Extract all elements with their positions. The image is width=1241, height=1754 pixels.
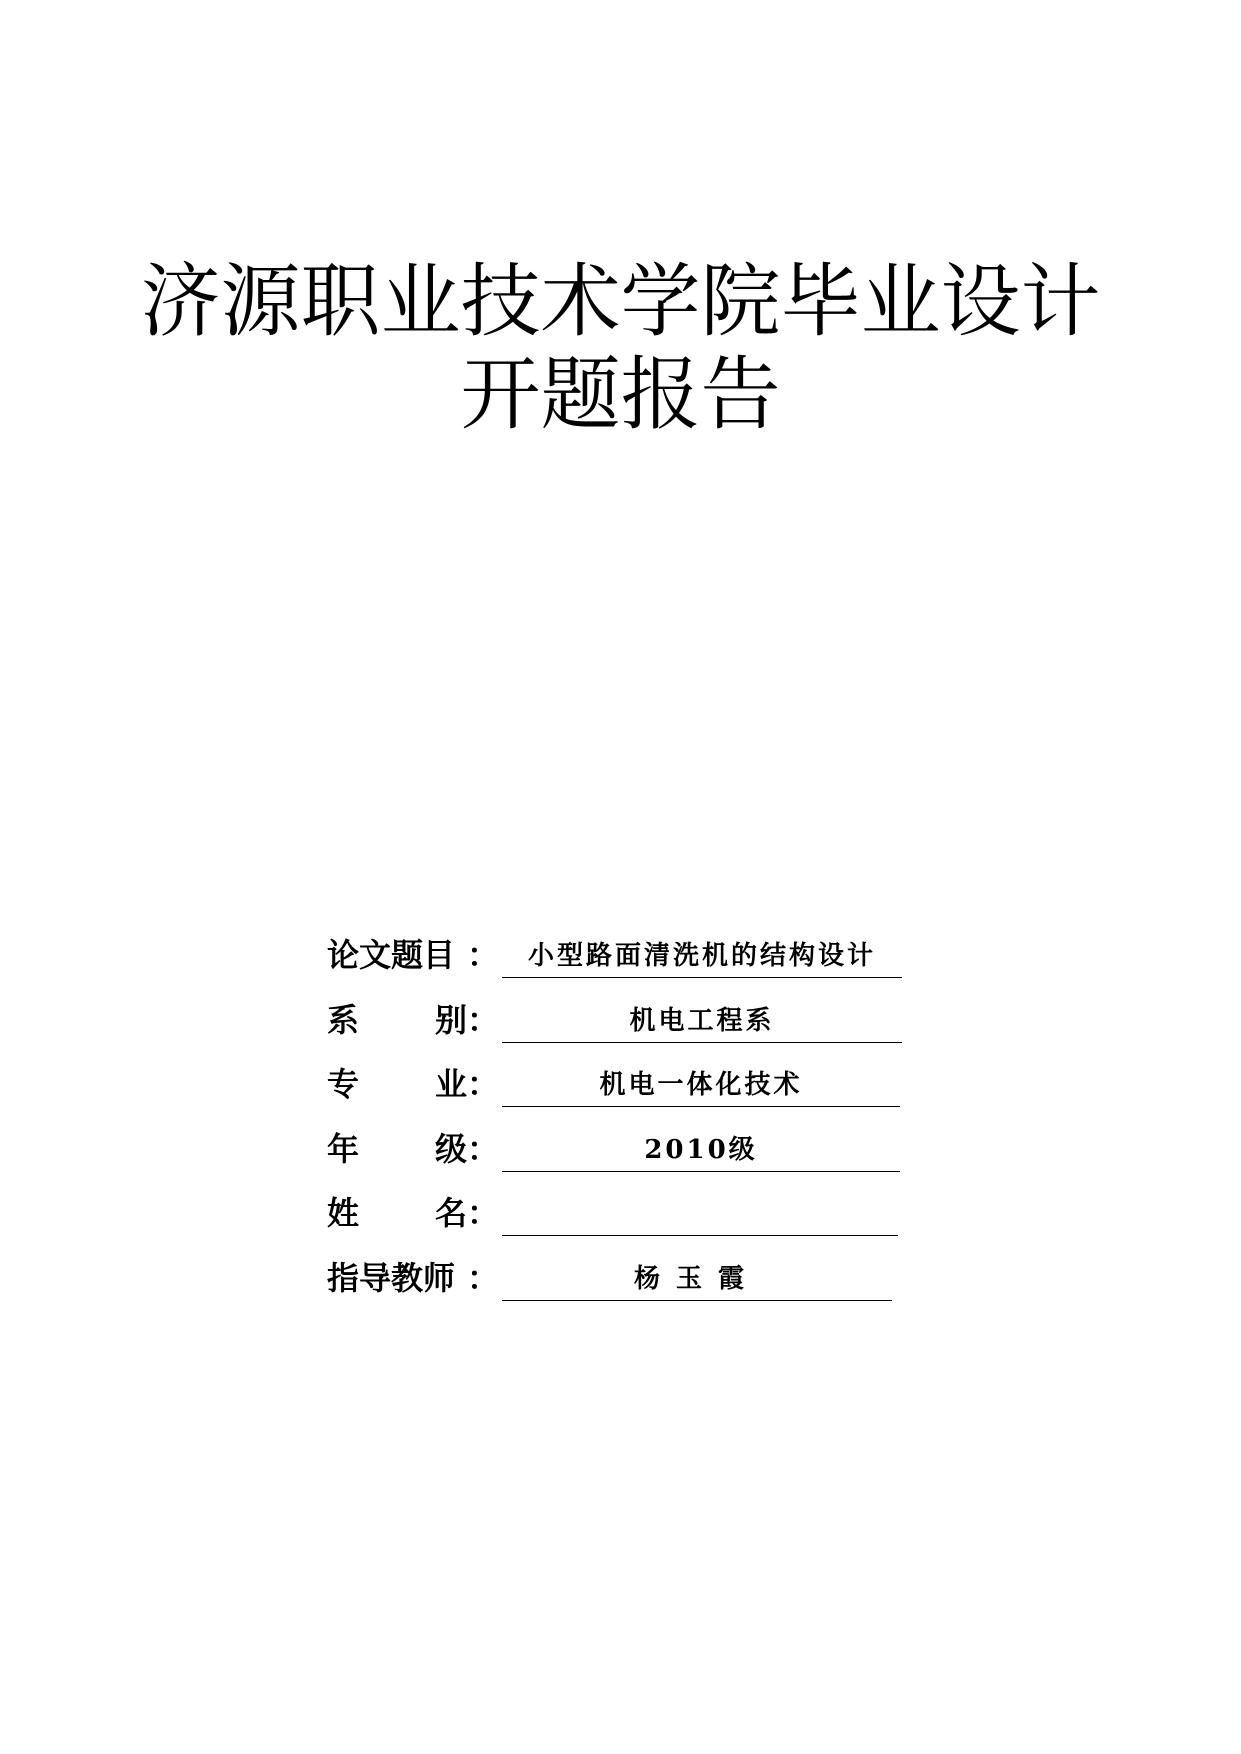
major-label	[327, 1064, 467, 1104]
advisor-label: 指导教师	[327, 1258, 456, 1297]
major-label-second: 业	[435, 1065, 468, 1103]
major-field: 机电一体化技术	[502, 1064, 900, 1107]
name-label	[327, 1193, 467, 1233]
department-colon: ：	[467, 1000, 500, 1039]
department-label-second: 别	[435, 1000, 468, 1039]
thesis-title-row	[327, 935, 927, 1000]
department-label	[327, 1000, 467, 1040]
cover-info-block	[327, 935, 927, 1322]
report-title	[0, 255, 1241, 441]
major-colon: ：	[467, 1065, 500, 1103]
name-label-first: 姓	[327, 1194, 360, 1232]
thesis-title-field: 小型路面清洗机的结构设计	[502, 935, 902, 978]
grade-colon: ：	[467, 1129, 500, 1168]
grade-field: 2010级	[502, 1129, 900, 1172]
thesis-title-colon: ：	[467, 936, 500, 974]
major-row	[327, 1064, 927, 1129]
department-label-first: 系	[327, 1000, 360, 1039]
grade-label	[327, 1129, 467, 1169]
name-row	[327, 1193, 927, 1258]
name-field	[502, 1193, 898, 1236]
name-colon: ：	[467, 1194, 500, 1232]
name-label-second: 名	[435, 1194, 468, 1232]
title-line-1: 济源职业技术学院毕业设计	[140, 255, 1101, 348]
title-line-2: 开题报告	[460, 348, 781, 441]
major-label-first: 专	[327, 1065, 360, 1103]
department-field: 机电工程系	[502, 1000, 902, 1043]
grade-label-second: 级	[435, 1129, 468, 1168]
grade-label-first: 年	[327, 1129, 360, 1168]
advisor-field: 杨玉霞	[502, 1258, 892, 1301]
grade-row	[327, 1129, 927, 1194]
thesis-title-label: 论文题目	[327, 936, 456, 974]
department-row	[327, 1000, 927, 1065]
advisor-colon: ：	[467, 1258, 500, 1297]
advisor-row	[327, 1258, 927, 1323]
